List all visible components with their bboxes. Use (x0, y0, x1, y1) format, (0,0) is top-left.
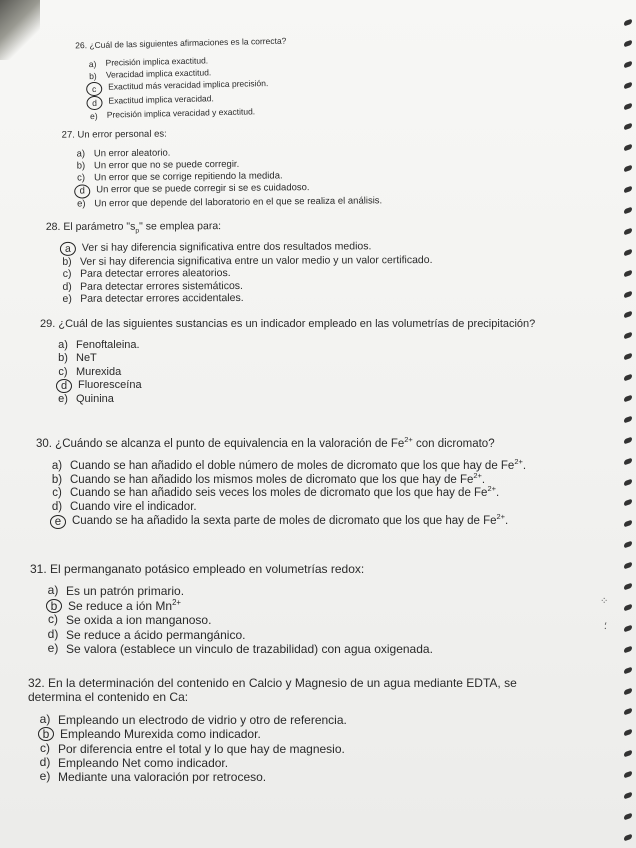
option-text-main: Un error que no se puede corregir. (93, 159, 240, 172)
option-b[interactable] (46, 599, 433, 613)
option-text-main: Se oxida a ion manganoso. (66, 613, 212, 628)
option-text-main: Quinina (76, 392, 114, 405)
option-text (70, 470, 486, 488)
spiral-ring (624, 332, 632, 340)
option-text-main: Un error que se corrige repitiendo la medida. (94, 170, 283, 184)
option-text (68, 599, 181, 613)
spiral-ring (624, 60, 632, 68)
option-text (70, 456, 527, 474)
option-text (76, 366, 121, 379)
stem-text-after: con dicromato? (412, 438, 495, 450)
question-28 (46, 219, 433, 306)
option-letter: b) (58, 352, 68, 365)
option-text-main: Exactitud más veracidad implica precisión. (108, 78, 269, 92)
options-list (76, 54, 289, 123)
option-text-main: Se reduce a ión Mn (68, 598, 173, 613)
option-text-main: Exactitud implica veracidad. (108, 93, 214, 106)
option-e[interactable] (74, 196, 382, 211)
option-text-main: Empleando Murexida como indicador. (60, 727, 261, 742)
option-letter: c) (52, 487, 62, 500)
option-text-main: Se valora (establece un vinculo de trazabilidad) con agua oxigenada. (66, 641, 433, 656)
option-text (66, 628, 245, 642)
option-text-main: Mediante una valoración por retroceso. (58, 770, 267, 785)
option-e[interactable] (50, 512, 556, 529)
option-text (80, 280, 243, 293)
option-b[interactable] (38, 727, 538, 741)
option-text (76, 393, 114, 406)
option-superscript: 2+ (487, 484, 496, 494)
option-a[interactable] (38, 713, 538, 727)
option-text (94, 148, 171, 161)
option-text-main: Cuando se han añadido los mismos moles de dicromato que los que hay de Fe (70, 473, 474, 486)
option-text-main: Murexida (76, 365, 122, 378)
options-list (36, 456, 556, 529)
option-letter-circled: e (50, 515, 66, 529)
option-text-main: Cuando se ha añadido la sexta parte de moles de dicromato que los que hay de Fe (72, 514, 497, 527)
option-text-main: Empleando un electrodo de vidrio y otro de referencia. (58, 712, 347, 727)
option-text-after: . (481, 473, 486, 486)
spiral-ring (624, 771, 632, 779)
option-letter-circled: d (56, 379, 72, 393)
option-letter-circled: d (86, 96, 102, 110)
option-letter: b) (62, 255, 72, 268)
option-text-after: . (522, 459, 527, 472)
question-stem (36, 435, 556, 452)
option-text-main: Precisión implica exactitud. (105, 55, 209, 68)
option-letter: e) (77, 198, 86, 210)
option-letter-circled: d (74, 185, 90, 199)
question-26 (75, 36, 288, 123)
spiral-ring (624, 520, 632, 528)
option-text (70, 484, 500, 501)
option-letter: a) (39, 711, 51, 726)
option-letter: e) (89, 111, 98, 122)
pencil-mark: ⸵ (604, 621, 607, 632)
option-superscript: 2+ (172, 597, 181, 607)
option-text (82, 240, 372, 256)
option-letter: e) (39, 769, 51, 784)
option-text (66, 642, 433, 656)
spiral-ring (624, 708, 632, 716)
option-letter-circled: b (46, 599, 62, 613)
spiral-ring (624, 624, 632, 632)
option-superscript: 2+ (496, 512, 506, 522)
spiral-ring (624, 19, 632, 27)
option-text-main: Ver si hay diferencia significativa entre dos resultados medios. (81, 239, 372, 254)
option-letter: b) (89, 71, 97, 82)
option-c[interactable] (56, 366, 540, 379)
spiral-ring (624, 666, 632, 674)
option-d[interactable] (50, 501, 556, 515)
option-a[interactable] (46, 584, 433, 598)
option-b[interactable] (56, 352, 540, 365)
option-text-main: Cuando se han añadido el doble número de moles de dicromato que los que hay de Fe (70, 459, 515, 472)
stem-superscript: 2+ (404, 435, 413, 445)
spiral-ring (624, 290, 632, 298)
option-text (60, 727, 261, 741)
option-text-main: Es un patrón primario. (66, 584, 185, 599)
option-text-main: Un error que depende del laboratorio en el que se realiza el análisis. (94, 195, 383, 210)
option-text-main: Precisión implica veracidad y exactitud. (106, 106, 256, 120)
option-letter-circled: a (60, 241, 76, 255)
spiral-ring (624, 207, 632, 215)
option-letter: c) (58, 365, 68, 378)
option-letter: a) (47, 583, 59, 598)
stem-text-after: " se emplea para: (139, 220, 222, 233)
option-text (107, 107, 256, 122)
options-list (46, 240, 433, 306)
question-27 (62, 126, 383, 211)
option-text (66, 584, 184, 598)
spiral-ring (624, 791, 632, 799)
option-d[interactable] (56, 379, 540, 393)
spiral-ring (624, 395, 632, 403)
spiral-binding (624, 20, 634, 840)
spiral-ring (624, 499, 632, 507)
pencil-mark: ⁘ (600, 596, 609, 607)
option-text-main: Cuando vire el indicador. (70, 501, 197, 514)
option-c[interactable] (50, 484, 556, 501)
option-letter: d) (47, 626, 59, 641)
option-letter: d) (39, 754, 51, 769)
spiral-ring (624, 687, 632, 695)
stem-subscript: p (135, 227, 140, 235)
spiral-ring (624, 436, 632, 444)
option-letter-circled: c (86, 82, 102, 96)
option-letter: a) (76, 148, 86, 160)
option-text-main: Un error que se puede corregir si se es cuidadoso. (96, 182, 310, 196)
option-text-main: Por diferencia entre el total y lo que hay de magnesio. (58, 741, 345, 756)
option-text-main: Cuando se han añadido seis veces los moles de dicromato que los que hay de Fe (70, 487, 488, 500)
question-stem: 27. Un error personal es: (61, 128, 167, 141)
option-letter: b) (51, 473, 63, 486)
spiral-ring (624, 39, 632, 47)
spiral-ring (624, 227, 632, 235)
option-letter: e) (47, 640, 59, 655)
spiral-ring (624, 165, 632, 173)
spiral-ring (624, 144, 632, 152)
spiral-ring (624, 603, 632, 611)
options-list (40, 339, 540, 406)
question-stem: 26. ¿Cuál de las siguientes afirmaciones es la correcta? (75, 35, 287, 51)
spiral-ring (624, 248, 632, 256)
spiral-ring (624, 353, 632, 361)
option-c[interactable] (46, 613, 433, 627)
option-letter: b) (76, 160, 86, 172)
option-text-main: Un error aleatorio. (93, 147, 171, 160)
option-letter: a) (51, 459, 63, 472)
question-31 (30, 562, 433, 656)
option-text-main: Para detectar errores accidentales. (80, 292, 244, 306)
options-list (62, 146, 382, 211)
options-list (28, 713, 538, 785)
option-letter: c) (77, 172, 86, 184)
spiral-ring (624, 729, 632, 737)
option-text (78, 379, 142, 393)
option-text (72, 512, 509, 529)
option-text (70, 501, 197, 515)
spiral-ring (624, 833, 632, 841)
option-text-main: Ver si hay diferencia significativa entre un valor medio y un valor certificado. (79, 253, 433, 268)
spiral-ring (624, 311, 632, 319)
option-text (76, 352, 97, 365)
option-text (58, 756, 228, 770)
option-text (80, 267, 231, 280)
spiral-ring (624, 415, 632, 423)
spiral-ring (624, 102, 632, 110)
option-text-main: Veracidad implica exactitud. (105, 67, 212, 80)
option-text-main: Para detectar errores sistemáticos. (80, 279, 243, 293)
option-text-after: . (495, 487, 500, 500)
option-superscript: 2+ (473, 470, 482, 480)
spiral-ring (624, 750, 632, 758)
option-letter: d) (51, 501, 63, 514)
question-29 (40, 318, 540, 406)
option-text (58, 770, 266, 784)
spiral-ring (624, 645, 632, 653)
spiral-ring (624, 186, 632, 194)
question-stem (46, 219, 433, 234)
option-letter: e) (58, 392, 68, 405)
question-stem: 31. El permanganato potásico empleado en volumetrías redox: (30, 562, 365, 576)
spiral-ring (624, 81, 632, 89)
question-stem: 29. ¿Cuál de las siguientes sustancias es un indicador empleado en las volumetrías de precipitación? (40, 318, 536, 330)
option-e[interactable] (56, 393, 540, 406)
question-stem: 32. En la determinación del contenido en Calcio y Magnesio de un agua mediante EDTA, se determina el contenido en Ca: (28, 676, 517, 705)
option-e[interactable] (60, 291, 433, 306)
option-letter: a) (58, 339, 68, 352)
option-superscript: 2+ (514, 456, 523, 466)
option-text-after: . (505, 514, 509, 527)
stem-text: 30. ¿Cuándo se alcanza el punto de equivalencia en la valoración de Fe (36, 438, 405, 450)
spiral-ring (624, 374, 632, 382)
option-letter: c) (62, 268, 72, 281)
page-corner-shadow (0, 0, 40, 60)
option-text-main: Fluoresceína (78, 378, 142, 391)
question-32 (28, 676, 538, 785)
option-text-main: Fenoftaleina. (76, 339, 140, 352)
spiral-ring (624, 457, 632, 465)
option-d[interactable] (46, 628, 433, 642)
option-letter: c) (40, 740, 50, 755)
spiral-ring (624, 269, 632, 277)
option-a[interactable] (56, 339, 540, 352)
option-d[interactable] (38, 756, 538, 770)
option-text (76, 339, 140, 352)
option-letter: c) (48, 612, 58, 627)
option-text (66, 613, 211, 627)
option-letter: d) (62, 280, 72, 293)
stem-text: 28. El parámetro "s (45, 220, 136, 234)
option-text (58, 713, 347, 727)
options-list (30, 584, 433, 656)
option-letter-circled: b (38, 727, 54, 741)
spiral-ring (624, 812, 632, 820)
option-e[interactable] (46, 642, 433, 656)
option-c[interactable] (38, 742, 538, 756)
option-text-main: NeT (76, 352, 97, 365)
spiral-ring (624, 123, 632, 131)
option-text (80, 254, 433, 268)
option-text-main: Empleando Net como indicador. (58, 755, 229, 770)
option-text-main: Se reduce a ácido permangánico. (66, 627, 246, 642)
spiral-ring (624, 562, 632, 570)
option-text (58, 742, 345, 756)
option-letter: a) (88, 59, 97, 70)
option-text (94, 196, 382, 211)
option-e[interactable] (38, 770, 538, 784)
option-b[interactable] (50, 470, 556, 488)
question-30 (36, 435, 556, 529)
option-b[interactable] (60, 254, 433, 269)
spiral-ring (624, 541, 632, 549)
option-text (80, 292, 243, 305)
option-letter: e) (62, 293, 72, 306)
spiral-ring (624, 583, 632, 591)
spiral-ring (624, 478, 632, 486)
option-text-main: Para detectar errores aleatorios. (80, 267, 231, 281)
